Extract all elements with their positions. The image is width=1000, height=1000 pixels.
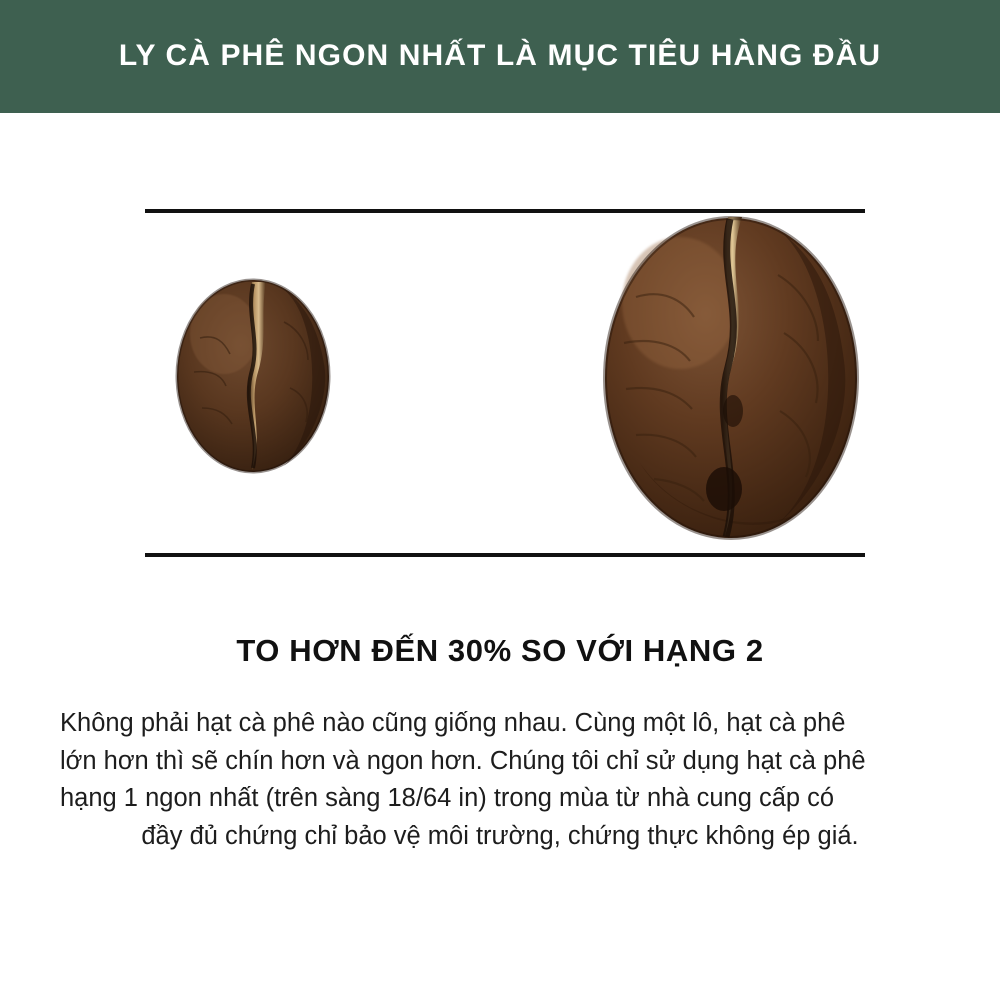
bean-images <box>0 113 1000 573</box>
bean-comparison <box>0 113 1000 573</box>
large-coffee-bean-image <box>600 213 862 543</box>
small-coffee-bean-image <box>172 276 334 476</box>
body-line-3: hạng 1 ngon nhất (trên sàng 18/64 in) trong mùa từ nhà cung cấp có <box>60 784 835 813</box>
header-banner <box>0 0 1000 113</box>
subheadline: TO HƠN ĐẾN 30% SO VỚI HẠNG 2 <box>236 633 764 668</box>
body-line-1: Không phải hạt cà phê nào cũng giống nhau. Cùng một lô, hạt cà phê <box>60 709 846 737</box>
banner-title: LY CÀ PHÊ NGON NHẤT LÀ MỤC TIÊU HÀNG ĐẦU <box>118 39 882 73</box>
body-line-2: lớn hơn thì sẽ chín hơn và ngon hơn. Chúng tôi chỉ sử dụng hạt cà phê <box>60 746 866 775</box>
body-copy <box>60 705 940 856</box>
body-line-4: đầy đủ chứng chỉ bảo vệ môi trường, chứng thực không ép giá. <box>141 822 859 851</box>
